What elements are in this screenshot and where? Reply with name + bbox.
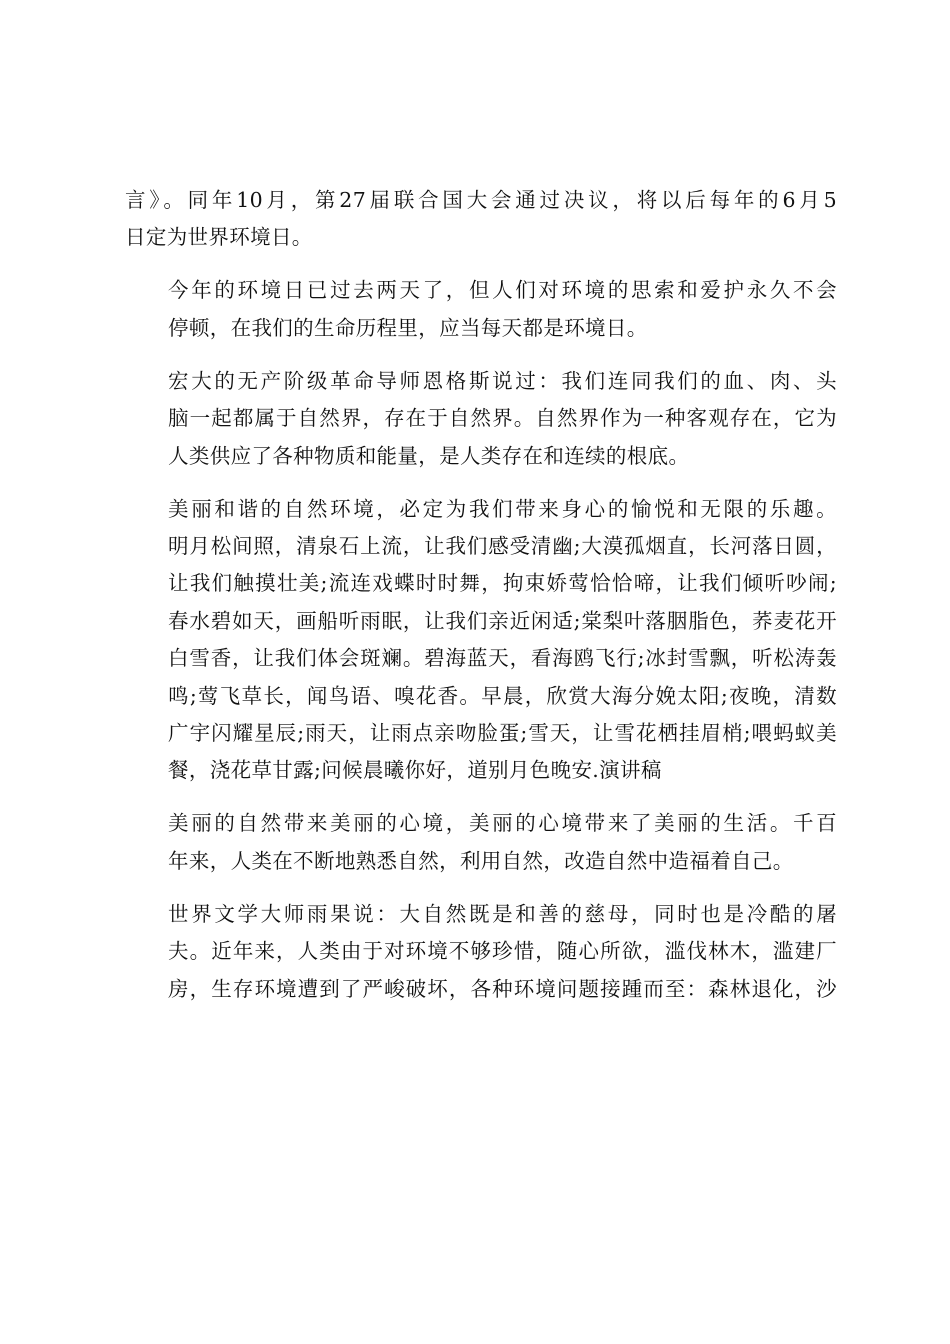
text-line: 春水碧如天，画船听雨眠，让我们亲近闲适;棠梨叶落胭脂色，荞麦花开	[168, 608, 837, 633]
text-line: 白雪香，让我们体会斑斓。碧海蓝天，看海鸥飞行;冰封雪飘，听松涛轰	[168, 646, 837, 671]
text-line: 鸣;莺飞草长，闻鸟语、嗅花香。早晨，欣赏大海分娩太阳;夜晚，清数	[168, 683, 837, 708]
paragraph	[125, 272, 837, 347]
text-line: 年来，人类在不断地熟悉自然，利用自然，改造自然中造福着自己。	[168, 848, 794, 873]
paragraph	[125, 363, 837, 475]
paragraph	[125, 182, 837, 257]
paragraph	[125, 491, 837, 790]
text-line: 房，生存环境遭到了严峻破坏，各种环境问题接踵而至：森林退化，沙	[168, 976, 837, 1001]
document-body	[125, 182, 837, 1024]
text-line: 餐，浇花草甘露;问候晨曦你好，道别月色晚安.演讲稿	[168, 758, 662, 783]
text-line: 停顿，在我们的生命历程里，应当每天都是环境日。	[168, 315, 648, 340]
paragraph	[125, 896, 837, 1008]
text-line: 宏大的无产阶级革命导师恩格斯说过：我们连同我们的血、肉、头	[168, 368, 837, 393]
text-line: 让我们触摸壮美;流连戏蝶时时舞，拘束娇莺恰恰啼，让我们倾听吵闹;	[168, 571, 837, 596]
text-line: 明月松间照，清泉石上流，让我们感受清幽;大漠孤烟直，长河落日圆，	[168, 534, 837, 559]
text-line: 世界文学大师雨果说：大自然既是和善的慈母，同时也是冷酷的屠	[168, 901, 837, 926]
text-line: 今年的环境日已过去两天了，但人们对环境的思索和爱护永久不会	[168, 278, 837, 303]
text-line: 日定为世界环境日。	[125, 225, 313, 250]
text-line: 美丽的自然带来美丽的心境，美丽的心境带来了美丽的生活。千百	[168, 811, 837, 836]
text-line: 言》。同年10月，第27届联合国大会通过决议，将以后每年的6月5	[125, 188, 837, 212]
text-line: 夫。近年来，人类由于对环境不够珍惜，随心所欲，滥伐林木，滥建厂	[168, 939, 837, 964]
text-line: 人类供应了各种物质和能量，是人类存在和连续的根底。	[168, 443, 690, 468]
text-line: 脑一起都属于自然界，存在于自然界。自然界作为一种客观存在，它为	[168, 406, 837, 431]
text-line: 美丽和谐的自然环境，必定为我们带来身心的愉悦和无限的乐趣。	[168, 496, 837, 521]
text-line: 广宇闪耀星辰;雨天，让雨点亲吻脸蛋;雪天，让雪花栖挂眉梢;喂蚂蚁美	[168, 721, 837, 746]
paragraph	[125, 805, 837, 880]
